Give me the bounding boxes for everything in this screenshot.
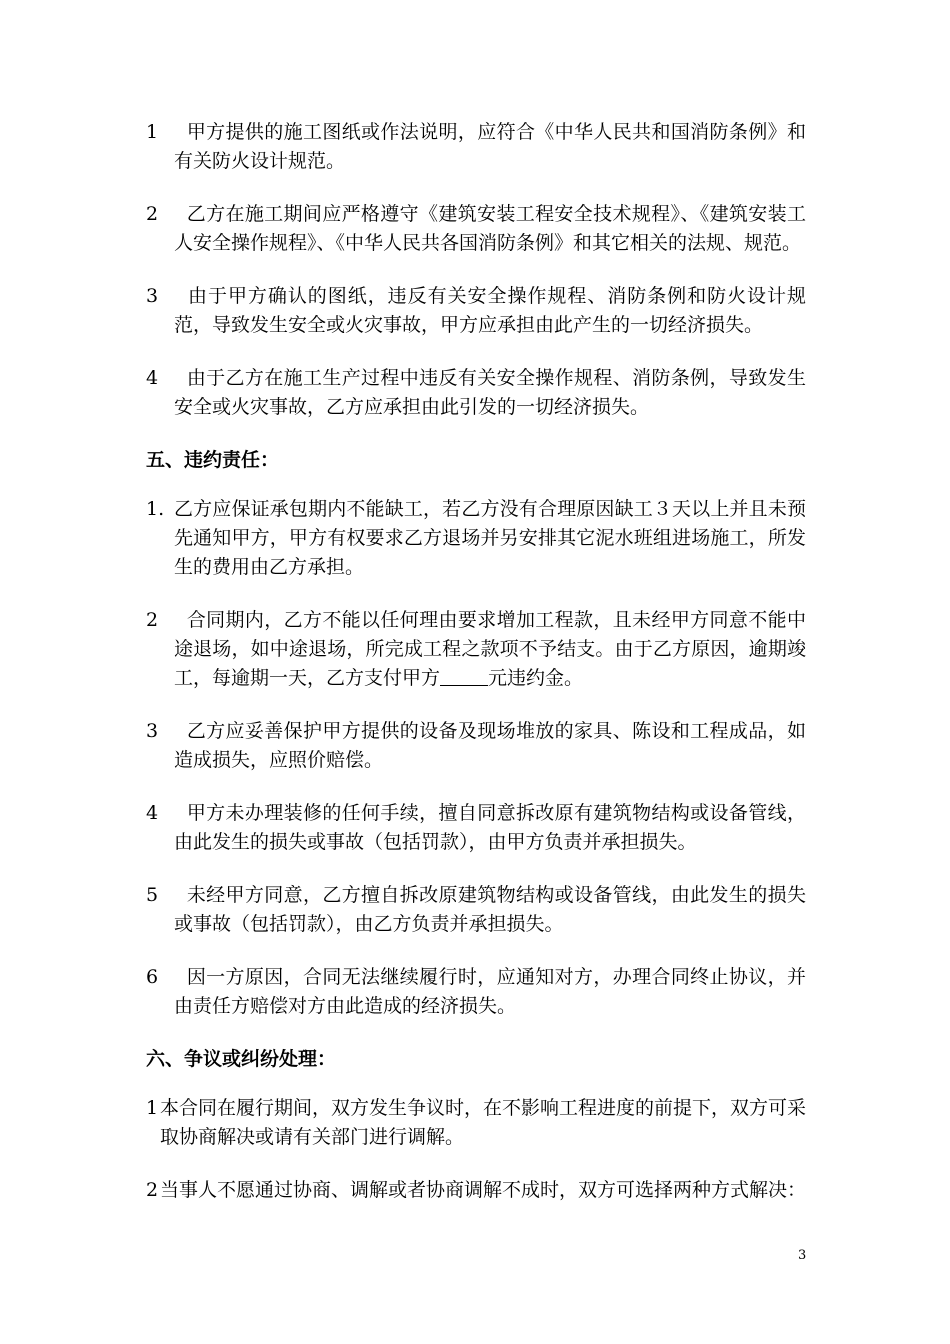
document-body bbox=[146, 118, 806, 1229]
section-5-heading: 五、违约责任： bbox=[146, 449, 280, 471]
item-number: 4 bbox=[146, 367, 159, 389]
breach-item-1 bbox=[146, 495, 806, 582]
item-text bbox=[174, 606, 806, 693]
item-text: 甲方提供的施工图纸或作法说明，应符合《中华人民共和国消防条例》和有关防火设计规范。 bbox=[174, 121, 806, 172]
breach-item-3 bbox=[146, 717, 806, 775]
item-text-part-a: 合同期内，乙方不能以任何理由要求增加工程款，且未经甲方同意不能中途退场，如中途退场，所完成工程之款项不予结支。由于乙方原因，逾期竣工，每逾期一天，乙方支付甲方 bbox=[174, 609, 806, 689]
item-number: 2 bbox=[146, 1179, 159, 1201]
page-number: 3 bbox=[798, 1248, 807, 1263]
item-number: 1. bbox=[146, 498, 165, 520]
item-number: 3 bbox=[146, 720, 159, 742]
item-text: 因一方原因，合同无法继续履行时，应通知对方，办理合同终止协议，并由责任方赔偿对方由此造成的经济损失。 bbox=[174, 966, 806, 1017]
item-text: 由于乙方在施工生产过程中违反有关安全操作规程、消防条例，导致发生安全或火灾事故，乙方应承担由此引发的一切经济损失。 bbox=[174, 367, 806, 418]
item-number: 6 bbox=[146, 966, 159, 988]
item-text: 未经甲方同意，乙方擅自拆改原建筑物结构或设备管线，由此发生的损失或事故（包括罚款），由乙方负责并承担损失。 bbox=[174, 884, 806, 935]
item-number: 5 bbox=[146, 884, 159, 906]
item-text: 乙方应保证承包期内不能缺工，若乙方没有合理原因缺工３天以上并且未预先通知甲方，甲方有权要求乙方退场并另安排其它泥水班组进场施工，所发生的费用由乙方承担。 bbox=[174, 498, 806, 578]
breach-item-4 bbox=[146, 799, 806, 857]
fire-item-2 bbox=[146, 200, 806, 258]
fill-in-blank[interactable] bbox=[440, 665, 488, 686]
fire-item-1 bbox=[146, 118, 806, 176]
item-number: 1 bbox=[146, 1097, 159, 1119]
fire-item-3 bbox=[146, 282, 806, 340]
dispute-item-1 bbox=[146, 1094, 806, 1152]
item-text: 由于甲方确认的图纸，违反有关安全操作规程、消防条例和防火设计规范，导致发生安全或火灾事故，甲方应承担由此产生的一切经济损失。 bbox=[174, 285, 806, 336]
dispute-item-2 bbox=[146, 1176, 806, 1205]
item-text-part-b: 元违约金。 bbox=[488, 667, 584, 689]
item-text: 当事人不愿通过协商、调解或者协商调解不成时，双方可选择两种方式解决： bbox=[160, 1179, 807, 1201]
section-6-heading: 六、争议或纠纷处理： bbox=[146, 1048, 337, 1070]
item-text: 甲方未办理装修的任何手续，擅自同意拆改原有建筑物结构或设备管线，由此发生的损失或事故（包括罚款），由甲方负责并承担损失。 bbox=[174, 802, 806, 853]
item-number: 1 bbox=[146, 121, 159, 143]
item-number: 4 bbox=[146, 802, 159, 824]
item-number: 2 bbox=[146, 609, 159, 631]
item-text: 乙方在施工期间应严格遵守《建筑安装工程安全技术规程》、《建筑安装工人安全操作规程》、《中华人民共各国消防条例》和其它相关的法规、规范。 bbox=[174, 203, 806, 254]
item-text: 本合同在履行期间，双方发生争议时，在不影响工程进度的前提下，双方可采取协商解决或请有关部门进行调解。 bbox=[160, 1097, 807, 1148]
breach-item-6 bbox=[146, 963, 806, 1021]
breach-item-5 bbox=[146, 881, 806, 939]
item-number: 2 bbox=[146, 203, 159, 225]
item-number: 3 bbox=[146, 285, 159, 307]
breach-item-2 bbox=[146, 606, 806, 693]
fire-item-4 bbox=[146, 364, 806, 422]
item-text: 乙方应妥善保护甲方提供的设备及现场堆放的家具、陈设和工程成品，如造成损失，应照价赔偿。 bbox=[174, 720, 806, 771]
